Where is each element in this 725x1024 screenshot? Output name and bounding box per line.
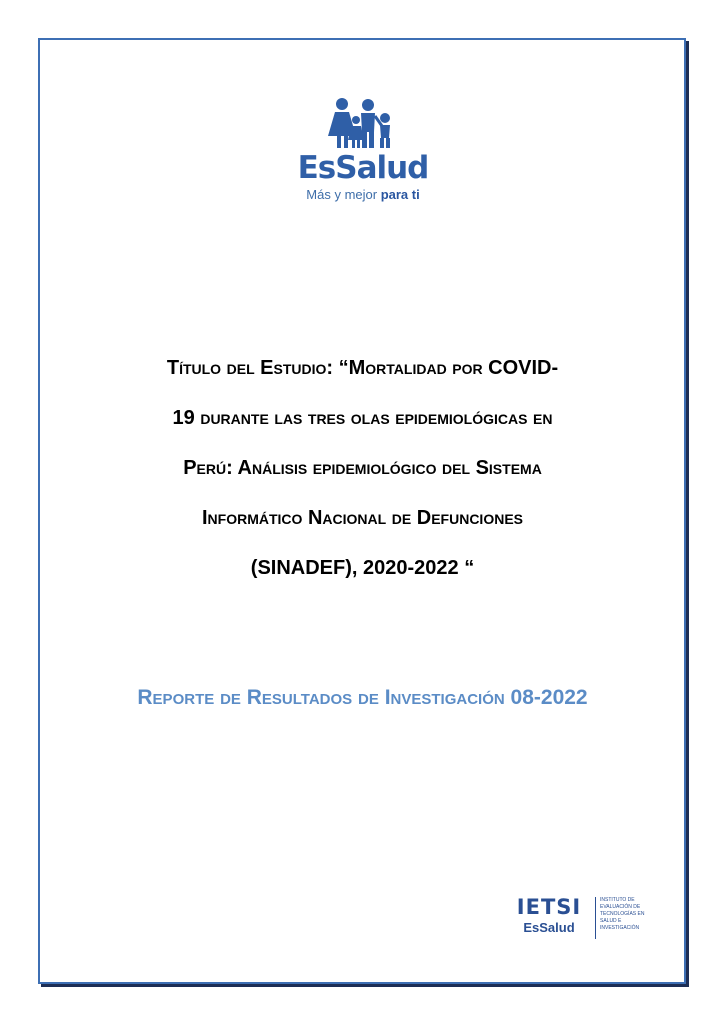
ietsi-line: SALUD E	[600, 918, 622, 924]
ietsi-logo	[507, 895, 667, 943]
ietsi-line: EVALUACIÓN DE	[600, 904, 641, 910]
title-line: Informático Nacional de Defunciones	[202, 507, 523, 529]
essalud-logo	[288, 96, 438, 208]
report-subtitle: Reporte de Resultados de Investigación 08-2022	[137, 686, 588, 709]
ietsi-institute-name	[600, 897, 666, 932]
title-line: Título del Estudio: “Mortalidad por COVID-	[166, 357, 559, 379]
tagline-bold: para ti	[380, 187, 420, 202]
family-icon	[326, 96, 400, 150]
logo-tagline	[288, 187, 438, 202]
logo-wordmark: EsSalud	[297, 150, 429, 186]
ietsi-line: TECNOLOGÍAS EN	[600, 911, 645, 917]
title-line: (SINADEF), 2020-2022 “	[250, 557, 475, 579]
study-title	[70, 343, 655, 593]
ietsi-divider	[595, 897, 596, 939]
title-line: Perú: Análisis epidemiológico del Sistema	[183, 457, 542, 479]
title-line: 19 durante las tres olas epidemiológicas en	[172, 407, 553, 429]
tagline-plain: Más y mejor	[306, 187, 381, 202]
ietsi-subbrand: EsSalud	[523, 920, 575, 935]
ietsi-wordmark: IETSI	[516, 895, 582, 919]
ietsi-line: INVESTIGACIÓN	[600, 925, 640, 931]
ietsi-line: INSTITUTO DE	[600, 897, 635, 903]
